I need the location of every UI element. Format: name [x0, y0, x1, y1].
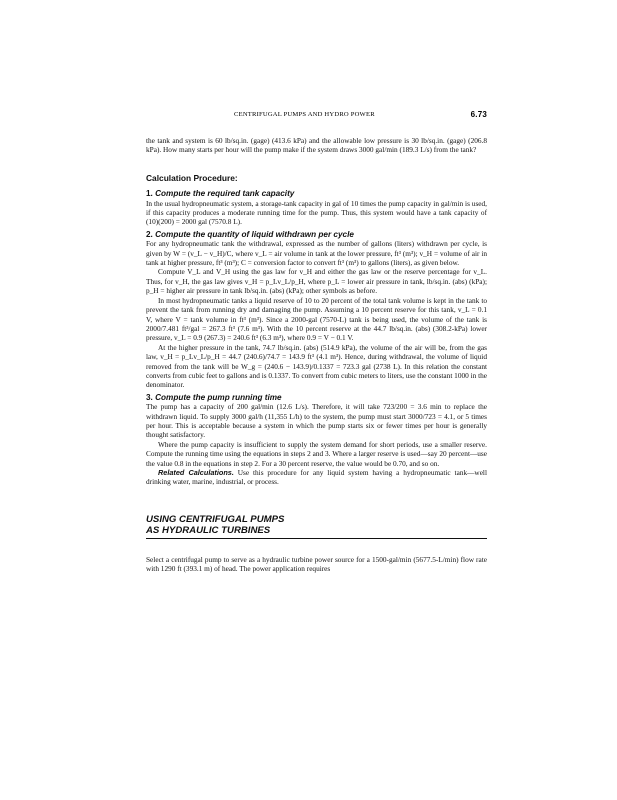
- step-3-paragraph-1: The pump has a capacity of 200 gal/min (12.6 L/s). Therefore, it will take 723/200 = 3.6 min to replace the withdrawn liquid. To supply 3000 gal/h (11,355 L/h) to the system, the pump must start 3000/723 = 4.1, or 5 times per hour. This is acceptable because a system in which the pump starts six or fewer times per hour is generally thought satisfactory.: [146, 402, 487, 440]
- step-title: Compute the required tank capacity: [155, 189, 295, 199]
- step-2-paragraph-4: At the higher pressure in the tank, 74.7 lb/sq.in. (abs) (514.9 kPa), the volume of the air will be, from the gas law, v_H = p_Lv_L/p_H = 44.7 (240.6)/74.7 = 143.9 ft³ (4.1 m³). Hence, during withdrawal, the volume of liquid removed from the tank will be W_g = (240.6 − 143.9)/0.1337 = 723.3 gal (2738 L). In this relation the constant converts from cubic feet to gallons and is 0.1337. To convert from cubic meters to liters, use the constant 1000 in the denominator.: [146, 342, 488, 390]
- running-title: CENTRIFUGAL PUMPS AND HYDRO POWER: [234, 111, 375, 118]
- step-2-paragraph-1: For any hydropneumatic tank the withdrawal, expressed as the number of gallons (liters) withdrawn per cycle, is given by W = (v_L − v_H)/C, where v_L = air volume in tank at the lower pressure, ft³ (m³); v_H = volume of air in tank at higher pressure, ft³ (m³); C = conversion factor to convert ft³ (m³) to gallons (liters), as given below.: [146, 239, 487, 268]
- step-2-paragraph-3: In most hydropneumatic tanks a liquid reserve of 10 to 20 percent of the total tank volume is kept in the tank to prevent the tank from running dry and damaging the pump. Assuming a 10 percent reserve for this tank, v_L = 0.1 V, where V = tank volume in ft³ (m³). Since a 2000-gal (7570-L) tank is being used, the volume of the tank is 2000/7.481 ft³/gal = 267.3 ft³ (7.6 m³). With the 10 percent reserve at the 44.7 lb/sq.in. (abs) (308.2-kPa) lower pressure, v_L = 0.9 (267.3) = 240.6 ft³ (6.3 m³), where 0.9 = V − 0.1 V.: [146, 295, 487, 343]
- step-title: Compute the pump running time: [155, 392, 282, 402]
- section-heading-line-1: USING CENTRIFUGAL PUMPS: [146, 513, 285, 525]
- related-calculations-text: Use this procedure for any liquid system having a hydropneumatic tank—well drinking water, marine, industrial, or process.: [146, 468, 487, 487]
- related-calculations: [146, 468, 487, 487]
- step-1-paragraph-1: In the usual hydropneumatic system, a storage-tank capacity in gal of 10 times the pump capacity in gal/min is used, if this capacity produces a moderate running time for the pump. Thus, this system would have a tank capacity of (10)(200) = 2000 gal (7570.8 L).: [146, 198, 487, 227]
- step-1-heading: [146, 189, 487, 198]
- step-3-paragraph-2: Where the pump capacity is insufficient to supply the system demand for short periods, use a smaller reserve. Compute the running time using the equations in steps 2 and 3. Where a larger reserve is used—say 20 percent—use the value 0.8 in the equations in step 2. For a 30 percent reserve, the value would be 0.70, and so on.: [146, 439, 487, 468]
- step-2-paragraph-2: Compute V_L and V_H using the gas law for v_H and either the gas law or the reserve percentage for v_L. Thus, for v_H, the gas law gives v_H = p_Lv_L/p_H, where p_L = lower air pressure in tank, lb/sq.in. (abs) (kPa); p_H = higher air pressure in tank lb/sq.in. (abs) (kPa); other symbols as before.: [146, 267, 487, 296]
- step-2-heading: [146, 230, 487, 239]
- step-title: Compute the quantity of liquid withdrawn per cycle: [155, 229, 354, 239]
- section-heading-line-2: AS HYDRAULIC TURBINES: [146, 525, 271, 537]
- section-rule: [146, 538, 487, 539]
- page-body: [146, 136, 487, 574]
- intro-paragraph: the tank and system is 60 lb/sq.in. (gage) (413.6 kPa) and the allowable low pressure is 30 lb/sq.in. (gage) (206.8 kPa). How many starts per hour will the pump make if the system draws 3000 gal/min (189.3 L/s) from the tank?: [146, 136, 487, 155]
- related-calculations-label: Related Calculations.: [158, 468, 234, 477]
- step-number: 2.: [146, 229, 153, 239]
- calculation-procedure-heading: Calculation Procedure:: [146, 172, 238, 183]
- step-3-heading: [146, 393, 487, 402]
- page-number: 6.73: [470, 110, 487, 119]
- closing-paragraph: Select a centrifugal pump to serve as a hydraulic turbine power source for a 1500-gal/min (5677.5-L/min) flow rate with 1290 ft (393.1 m) of head. The power application requires: [146, 554, 487, 574]
- step-number: 1.: [146, 189, 153, 199]
- step-number: 3.: [146, 392, 153, 402]
- section-heading: [146, 514, 487, 539]
